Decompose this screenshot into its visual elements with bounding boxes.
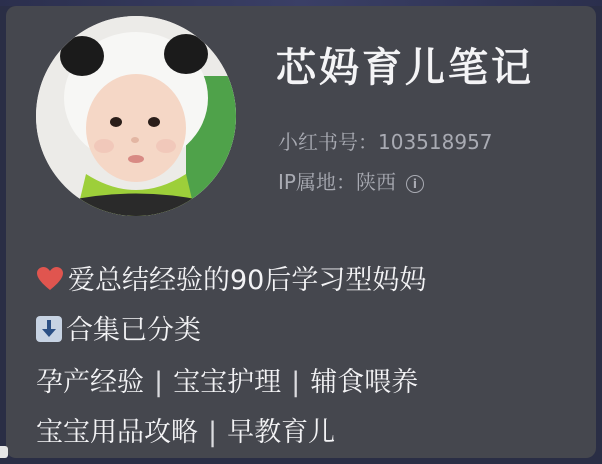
profile-card [6,6,596,458]
collection-tag[interactable]: 辅食喂养 [310,367,419,398]
xiaohongshu-id [278,126,493,155]
id-value[interactable]: 103518957 [378,130,493,154]
bio-line-4 [36,410,335,449]
ip-value: 陕西 [355,170,396,194]
bio-text-2: 合集已分类 [66,315,201,346]
bio-line-2 [36,308,201,347]
down-arrow-icon [36,316,62,342]
collection-tag[interactable]: 孕产经验 [36,367,144,398]
bio-line-3 [36,360,418,399]
corner-handle [0,446,8,458]
avatar-photo [36,16,236,216]
ip-location [278,166,424,195]
id-label: 小红书号： [278,130,378,154]
username: 芯妈育儿笔记 [276,45,534,91]
collection-tag[interactable]: 宝宝护理 [173,367,282,398]
separator: | [291,367,301,398]
heart-icon [36,266,64,292]
collection-tag[interactable]: 早教育儿 [227,417,336,448]
avatar[interactable] [36,16,236,216]
collection-tag[interactable]: 宝宝用品攻略 [36,417,198,448]
separator: | [208,417,218,448]
bio-text-1: 爱总结经验的90后学习型妈妈 [68,265,427,296]
ip-label: IP属地： [278,170,356,194]
info-icon[interactable]: i [406,175,424,193]
bio-line-1 [36,258,426,297]
separator: | [154,367,164,398]
